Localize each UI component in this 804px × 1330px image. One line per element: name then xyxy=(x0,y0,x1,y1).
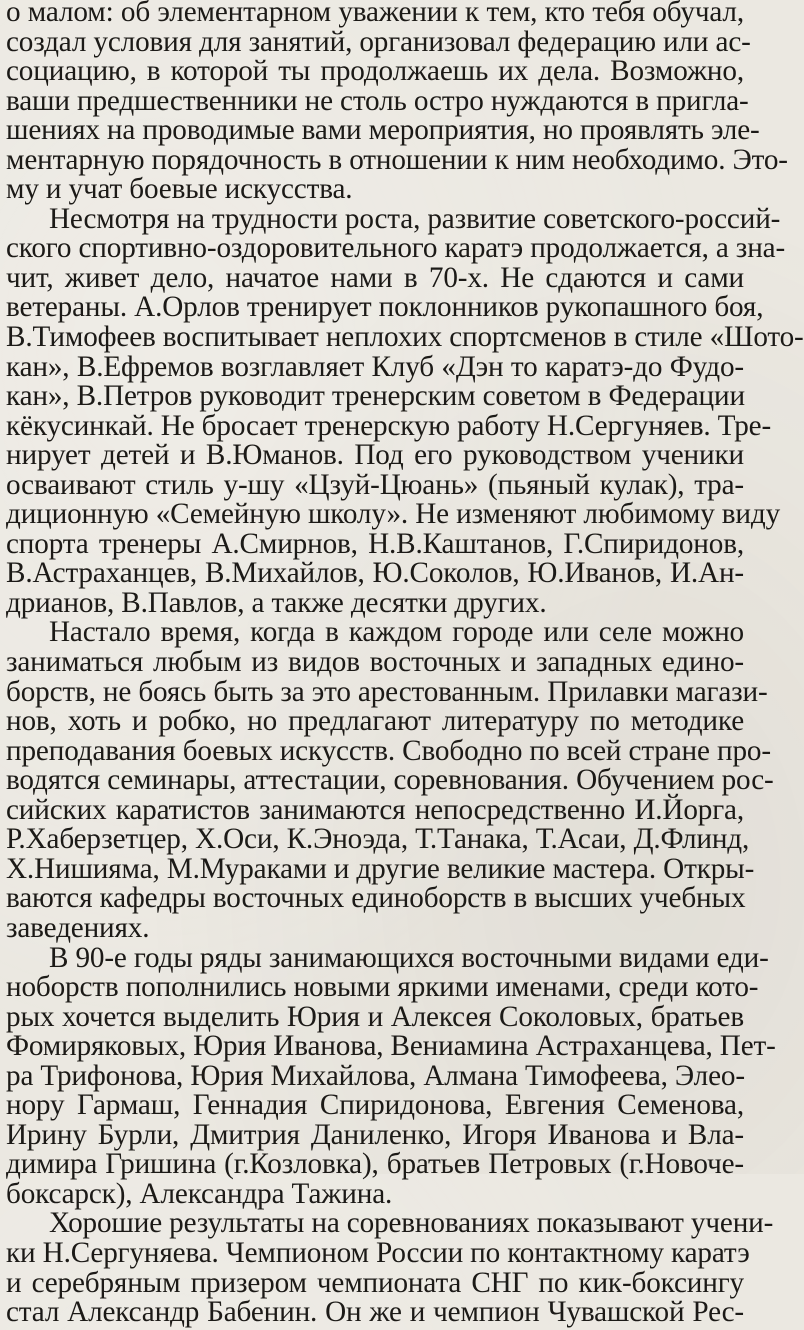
text-line: спорта тренеры А.Смирнов, Н.В.Каштанов, Г.Спиридонов, xyxy=(6,527,744,560)
text-line: и серебряным призером чемпионата СНГ по кик-боксингу xyxy=(6,1266,744,1299)
text-line: ветераны. А.Орлов тренирует поклонников рукопашного боя, xyxy=(6,291,764,324)
text-line: борств, не боясь быть за это арестованным. Прилавки магази- xyxy=(6,675,768,708)
text-line: В.Тимофеев воспитывает неплохих спортсменов в стиле «Шото- xyxy=(6,321,804,354)
text-line: нору Гармаш, Геннадия Спиридонова, Евгения Семенова, xyxy=(6,1089,744,1122)
text-line: дрианов, В.Павлов, а также десятки других. xyxy=(6,586,547,619)
text-line: ра Трифонова, Юрия Михайлова, Алмана Тимофеева, Элео- xyxy=(6,1059,745,1092)
text-line: кан», В.Ефремов возглавляет Клуб «Дэн то каратэ-до Фудо- xyxy=(6,350,744,383)
text-line: Хорошие результаты на соревнованиях показывают учени- xyxy=(49,1207,774,1240)
text-line: ваются кафедры восточных единоборств в высших учебных xyxy=(6,882,746,915)
text-line: Фомиряковых, Юрия Иванова, Вениамина Астраханцева, Пет- xyxy=(6,1030,776,1063)
text-line: социацию, в которой ты продолжаешь их дела. Возможно, xyxy=(6,55,744,88)
text-line: создал условия для занятий, организовал федерацию или ас- xyxy=(6,25,751,58)
paragraph xyxy=(6,202,804,619)
text-line: диционную «Семейную школу». Не изменяют любимому виду xyxy=(6,498,781,531)
text-line: заниматься любым из видов восточных и западных едино- xyxy=(6,646,744,679)
text-line: рых хочется выделить Юрия и Алексея Соколовых, братьев xyxy=(6,1000,744,1033)
text-line: Р.Хаберзетцер, Х.Оси, К.Эноэда, Т.Танака, Т.Асаи, Д.Флинд, xyxy=(6,823,750,856)
text-line: кан», В.Петров руководит тренерским советом в Федерации xyxy=(6,380,745,413)
text-line: Ирину Бурли, Дмитрия Даниленко, Игоря Иванова и Вла- xyxy=(6,1118,744,1151)
paragraph xyxy=(6,1207,774,1329)
text-line: боксарск), Александра Тажина. xyxy=(6,1177,393,1210)
text-line: чит, живет дело, начатое нами в 70-х. Не сдаются и сами xyxy=(6,261,744,294)
paragraph xyxy=(6,0,788,206)
text-line: нов, хоть и робко, но предлагают литературу по методике xyxy=(6,705,744,738)
text-line: ки Н.Сергуняева. Чемпионом России по контактному каратэ xyxy=(6,1236,750,1269)
text-line: стал Александр Бабенин. Он же и чемпион Чувашской Рес- xyxy=(6,1296,744,1329)
text-line: Х.Нишияма, М.Мураками и другие великие мастера. Откры- xyxy=(6,852,755,885)
text-line: ментарную порядочность в отношении к ним необходимо. Это- xyxy=(6,143,788,176)
text-line: водятся семинары, аттестации, соревнования. Обучением рос- xyxy=(6,764,774,797)
text-line: заведениях. xyxy=(6,911,150,944)
text-line: шениях на проводимые вами мероприятия, но проявлять эле- xyxy=(6,114,760,147)
paragraph xyxy=(6,616,774,944)
text-line: преподавания боевых искусств. Свободно по всей стране про- xyxy=(6,734,771,767)
text-line: димира Гришина (г.Козловка), братьев Петровых (г.Новоче- xyxy=(6,1148,744,1181)
text-line: ваши предшественники не столь остро нуждаются в пригла- xyxy=(6,84,749,117)
text-line: сийских каратистов занимаются непосредственно И.Йорга, xyxy=(6,793,744,826)
body-text xyxy=(6,0,804,1329)
text-line: В.Астраханцев, В.Михайлов, Ю.Соколов, Ю.Иванов, И.Ан- xyxy=(6,557,744,590)
text-line: осваивают стиль у-шу «Цзуй-Цюань» (пьяный кулак), тра- xyxy=(6,468,744,501)
text-line: Настало время, когда в каждом городе или селе можно xyxy=(49,616,744,649)
text-line: ноборств пополнились новыми яркими именами, среди кото- xyxy=(6,971,759,1004)
text-line: кёкусинкай. Не бросает тренерскую работу Н.Сергуняев. Тре- xyxy=(6,409,772,442)
text-line: му и учат боевые искусства. xyxy=(6,173,353,206)
text-line: В 90-е годы ряды занимающихся восточными видами еди- xyxy=(49,941,769,974)
text-line: о малом: об элементарном уважении к тем, кто тебя обучал, xyxy=(6,0,744,28)
text-line: Несмотря на трудности роста, развитие советского-россий- xyxy=(49,202,781,235)
paragraph xyxy=(6,941,776,1210)
text-line: ского спортивно-оздоровительного каратэ продолжается, а зна- xyxy=(6,232,786,265)
text-line: нирует детей и В.Юманов. Под его руководством ученики xyxy=(6,439,744,472)
